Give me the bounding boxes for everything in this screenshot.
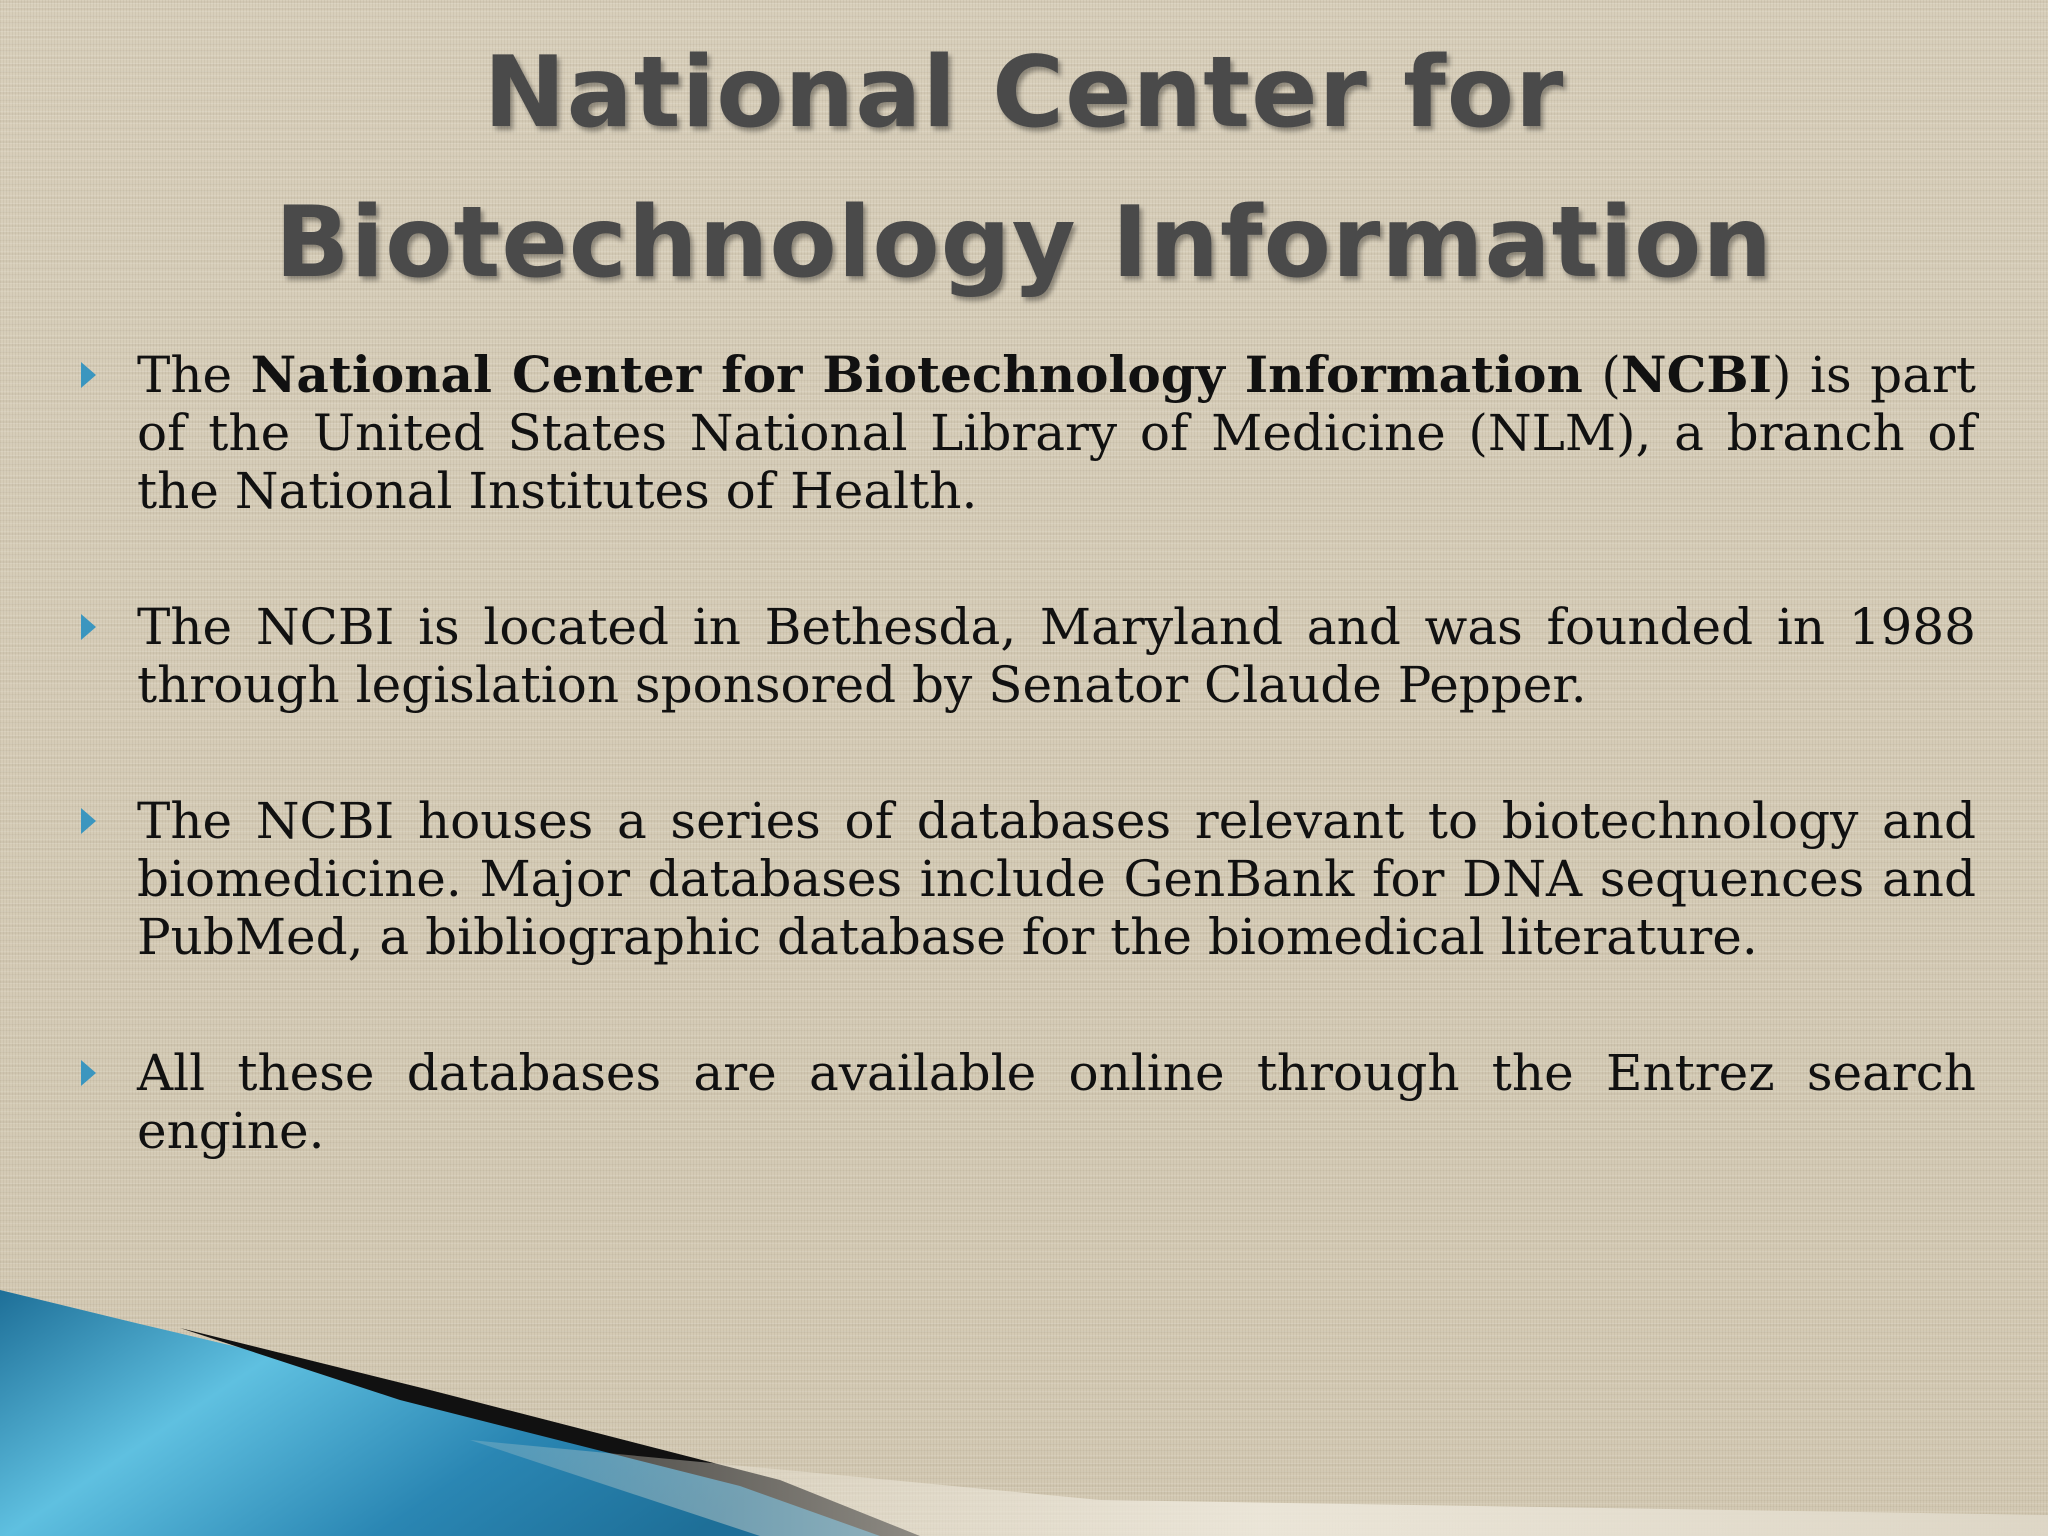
bullet-text: All these databases are available online through the Entrez search engine. <box>137 1044 1976 1160</box>
triangle-bullet-icon <box>81 1060 96 1086</box>
slide-title: National Center for Biotechnology Information <box>274 36 1774 300</box>
bullet-text-segment: ( <box>1582 346 1621 404</box>
bullet-text: The NCBI houses a series of databases relevant to biotechnology and biomedicine. Major databases include GenBank for DNA sequences and PubMed, a bibliographic database for the biomedical literature. <box>137 792 1976 966</box>
triangle-bullet-icon <box>81 362 96 388</box>
bullet-text: The NCBI is located in Bethesda, Maryland and was founded in 1988 through legislation sponsored by Senator Claude Pepper. <box>137 598 1976 714</box>
bullet-list <box>0 346 2048 1160</box>
triangle-bullet-icon <box>81 808 96 834</box>
bullet-text-bold-acronym: NCBI <box>1620 345 1773 404</box>
bullet-item-ncbi-definition <box>137 346 1976 520</box>
bullet-text-segment: ) is part of the United States National Library of Medicine (NLM), a branch of the National Institutes of Health. <box>137 346 1976 520</box>
triangle-bullet-icon <box>81 614 96 640</box>
bullet-text-segment: The <box>137 346 251 404</box>
bullet-item-entrez <box>137 1044 1976 1160</box>
bullet-text-bold-name: National Center for Biotechnology Information <box>250 345 1583 404</box>
corner-decoration <box>0 1290 2048 1536</box>
bullet-item-databases <box>137 792 1976 966</box>
bullet-item-location-founding <box>137 598 1976 714</box>
